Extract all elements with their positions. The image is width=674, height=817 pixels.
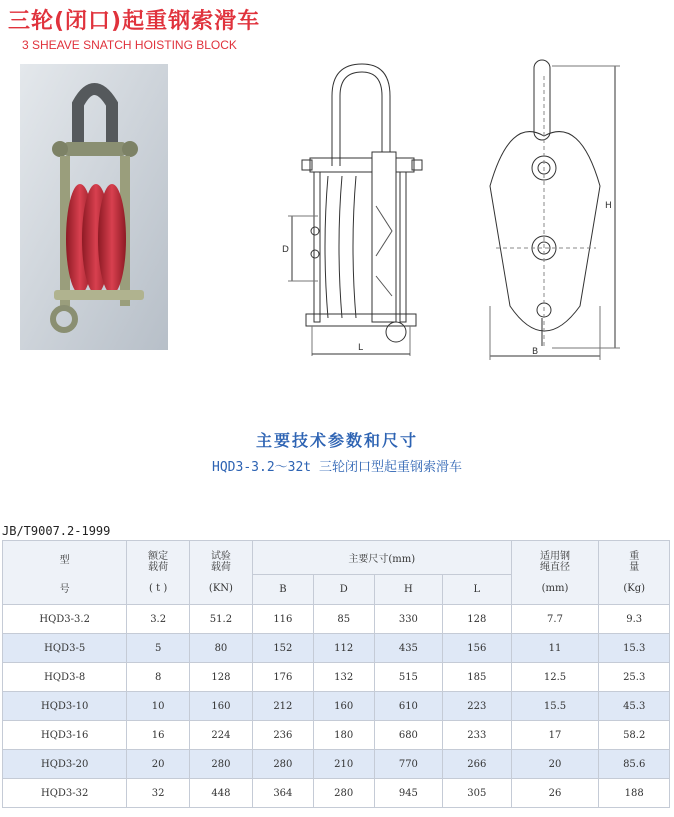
technical-drawing: [270, 56, 670, 366]
col-rated: 额定 载荷 ( t ): [127, 541, 190, 605]
spec-table: [2, 540, 670, 808]
page-title: 三轮(闭口)起重钢索滑车: [8, 9, 261, 34]
col-L: L: [443, 575, 511, 605]
col-dimensions: 主要尺寸(mm): [252, 541, 511, 575]
dim-label-H: H: [605, 201, 612, 211]
page-subtitle-en: 3 SHEAVE SNATCH HOISTING BLOCK: [22, 38, 237, 52]
col-test: 试验 载荷 (KN): [189, 541, 252, 605]
table-row: HQD3-10 10 160 212 160 610 223 15.5 45.3: [3, 692, 670, 721]
section-subtitle: HQD3-3.2～32t 三轮闭口型起重钢索滑车: [212, 460, 462, 475]
col-model: 型 号: [3, 541, 127, 605]
section-title: 主要技术参数和尺寸: [255, 431, 418, 450]
col-rope: 适用钢 绳直径 (mm): [511, 541, 599, 605]
table-row: HQD3-32 32 448 364 280 945 305 26 188: [3, 779, 670, 808]
dim-label-D: D: [282, 245, 289, 255]
table-row: HQD3-3.2 3.2 51.2 116 85 330 128 7.7 9.3: [3, 605, 670, 634]
col-D: D: [313, 575, 374, 605]
table-row: HQD3-16 16 224 236 180 680 233 17 58.2: [3, 721, 670, 750]
standard-code: JB/T9007.2-1999: [2, 524, 111, 538]
col-H: H: [374, 575, 442, 605]
col-weight: 重 量 (Kg): [599, 541, 670, 605]
col-B: B: [252, 575, 313, 605]
product-photo: [20, 64, 168, 350]
table-row: HQD3-20 20 280 280 210 770 266 20 85.6: [3, 750, 670, 779]
table-row: HQD3-8 8 128 176 132 515 185 12.5 25.3: [3, 663, 670, 692]
dim-label-B: B: [532, 347, 539, 357]
table-row: HQD3-5 5 80 152 112 435 156 11 15.3: [3, 634, 670, 663]
dim-label-L: L: [358, 343, 364, 353]
